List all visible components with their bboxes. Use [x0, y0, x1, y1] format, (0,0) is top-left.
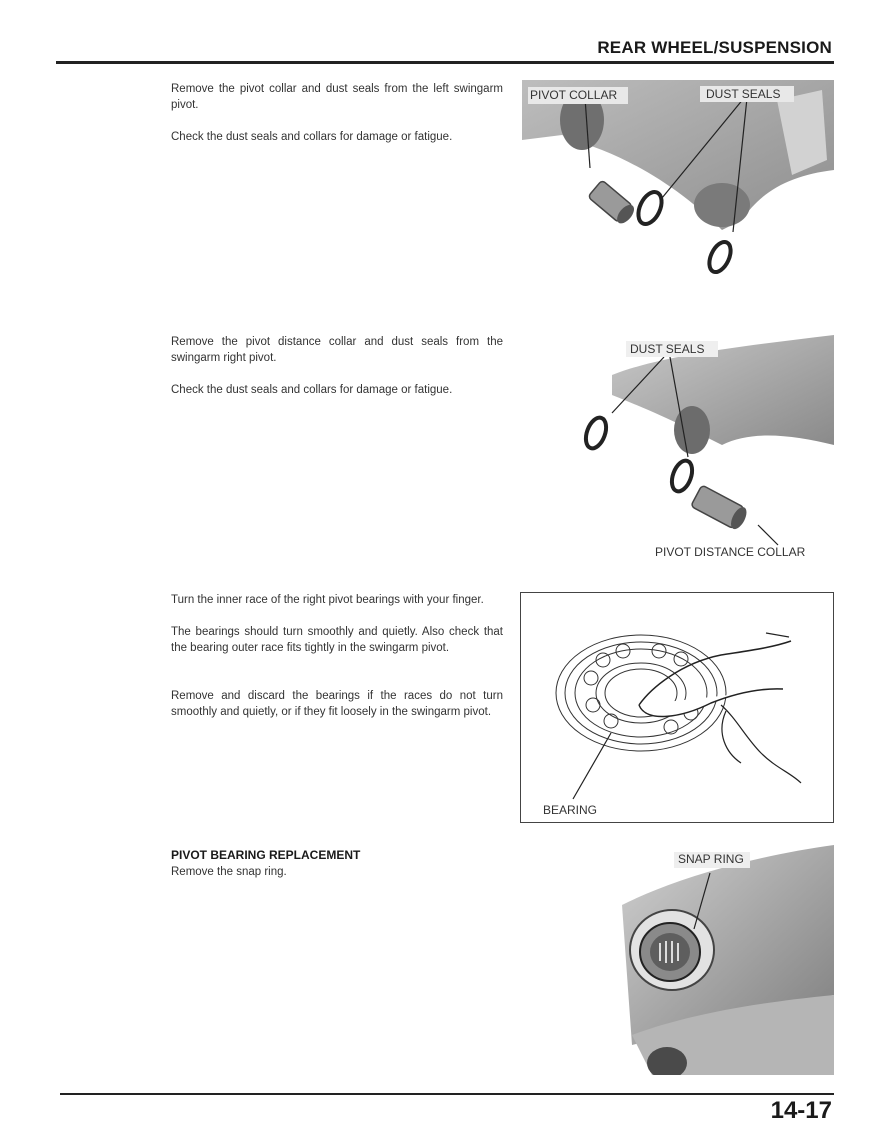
label-dust-seals-left: DUST SEALS [706, 87, 781, 101]
section-3-paragraph-1: Turn the inner race of the right pivot bearings with your finger. [171, 594, 484, 606]
swingarm-left-pivot-illustration [522, 80, 834, 295]
figure-pivot-distance-collar [572, 335, 834, 565]
section-3-paragraph-3: Remove and discard the bearings if the races do not turn smoothly and quietly, or if they fit loosely in the swingarm pivot. [171, 690, 503, 718]
section-2-paragraph-2: Check the dust seals and collars for damage or fatigue. [171, 384, 453, 396]
swingarm-right-pivot-illustration [572, 335, 834, 565]
label-pivot-collar: PIVOT COLLAR [530, 88, 618, 102]
section-4-paragraph-1: Remove the snap ring. [171, 866, 287, 878]
header-rule [56, 61, 834, 64]
snap-ring-illustration [612, 845, 834, 1075]
label-snap-ring: SNAP RING [678, 852, 744, 866]
section-1-paragraph-1: Remove the pivot collar and dust seals from the left swingarm pivot. [171, 83, 503, 111]
figure-pivot-collar-dust-seals [522, 80, 834, 295]
section-1-paragraph-2: Check the dust seals and collars for damage or fatigue. [171, 131, 453, 143]
section-2-paragraph-1: Remove the pivot distance collar and dust seals from the swingarm right pivot. [171, 336, 503, 364]
page-number: 14-17 [770, 1097, 832, 1124]
label-dust-seals-right: DUST SEALS [630, 342, 705, 356]
figure-snap-ring [612, 845, 834, 1075]
section-3-paragraph-2: The bearings should turn smoothly and quietly. Also check that the bearing outer race fits tightly in the swingarm pivot. [171, 626, 503, 654]
footer-rule [60, 1093, 834, 1095]
figure-bearing-check [520, 592, 834, 823]
label-bearing: BEARING [543, 803, 598, 817]
label-pivot-distance-collar: PIVOT DISTANCE COLLAR [655, 545, 806, 559]
page-header-title: REAR WHEEL/SUSPENSION [597, 38, 832, 57]
bearing-finger-illustration [521, 593, 833, 822]
section-heading-pivot-bearing-replacement: PIVOT BEARING REPLACEMENT [171, 848, 361, 862]
